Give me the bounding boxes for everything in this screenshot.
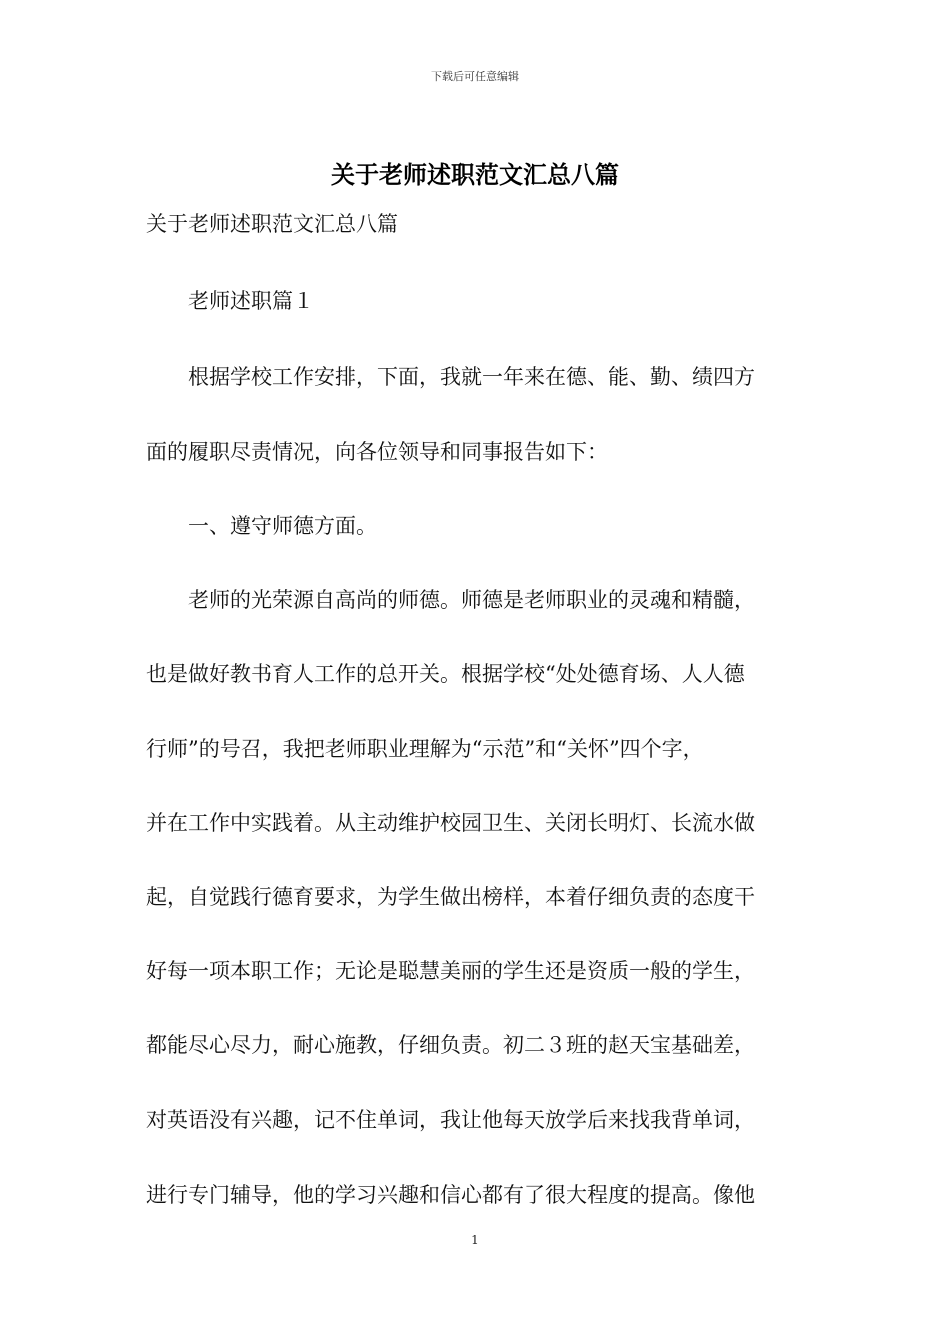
- section-heading: 老师述职篇１: [146, 289, 314, 313]
- paragraph-line: 老师的光荣源自高尚的师德。师德是老师职业的灵魂和精髓，: [146, 588, 755, 612]
- paragraph-line: 行师”的号召，我把老师职业理解为“示范”和“关怀”四个字，: [146, 737, 704, 761]
- section-heading: 一、遵守师德方面。: [146, 514, 377, 538]
- paragraph-line: 并在工作中实践着。从主动维护校园卫生、关闭长明灯、长流水做: [146, 811, 755, 835]
- paragraph-line: 都能尽心尽力，耐心施教，仔细负责。初二３班的赵天宝基础差，: [146, 1033, 755, 1057]
- paragraph-line: 面的履职尽责情况，向各位领导和同事报告如下：: [146, 440, 608, 464]
- page-header: 下载后可任意编辑: [431, 70, 519, 83]
- paragraph-line: 也是做好教书育人工作的总开关。根据学校“处处德育场、人人德: [146, 662, 745, 686]
- document-title: 关于老师述职范文汇总八篇: [331, 160, 619, 189]
- page-number: 1: [471, 1233, 479, 1247]
- paragraph-line: 起，自觉践行德育要求，为学生做出榜样，本着仔细负责的态度干: [146, 885, 755, 909]
- paragraph-line: 进行专门辅导，他的学习兴趣和信心都有了很大程度的提高。像他: [146, 1183, 755, 1207]
- paragraph-line: 根据学校工作安排，下面，我就一年来在德、能、勤、绩四方: [146, 365, 755, 389]
- paragraph-line: 好每一项本职工作；无论是聪慧美丽的学生还是资质一般的学生，: [146, 959, 755, 983]
- subtitle-line: 关于老师述职范文汇总八篇: [146, 212, 398, 236]
- paragraph-line: 对英语没有兴趣，记不住单词，我让他每天放学后来找我背单词，: [146, 1108, 755, 1132]
